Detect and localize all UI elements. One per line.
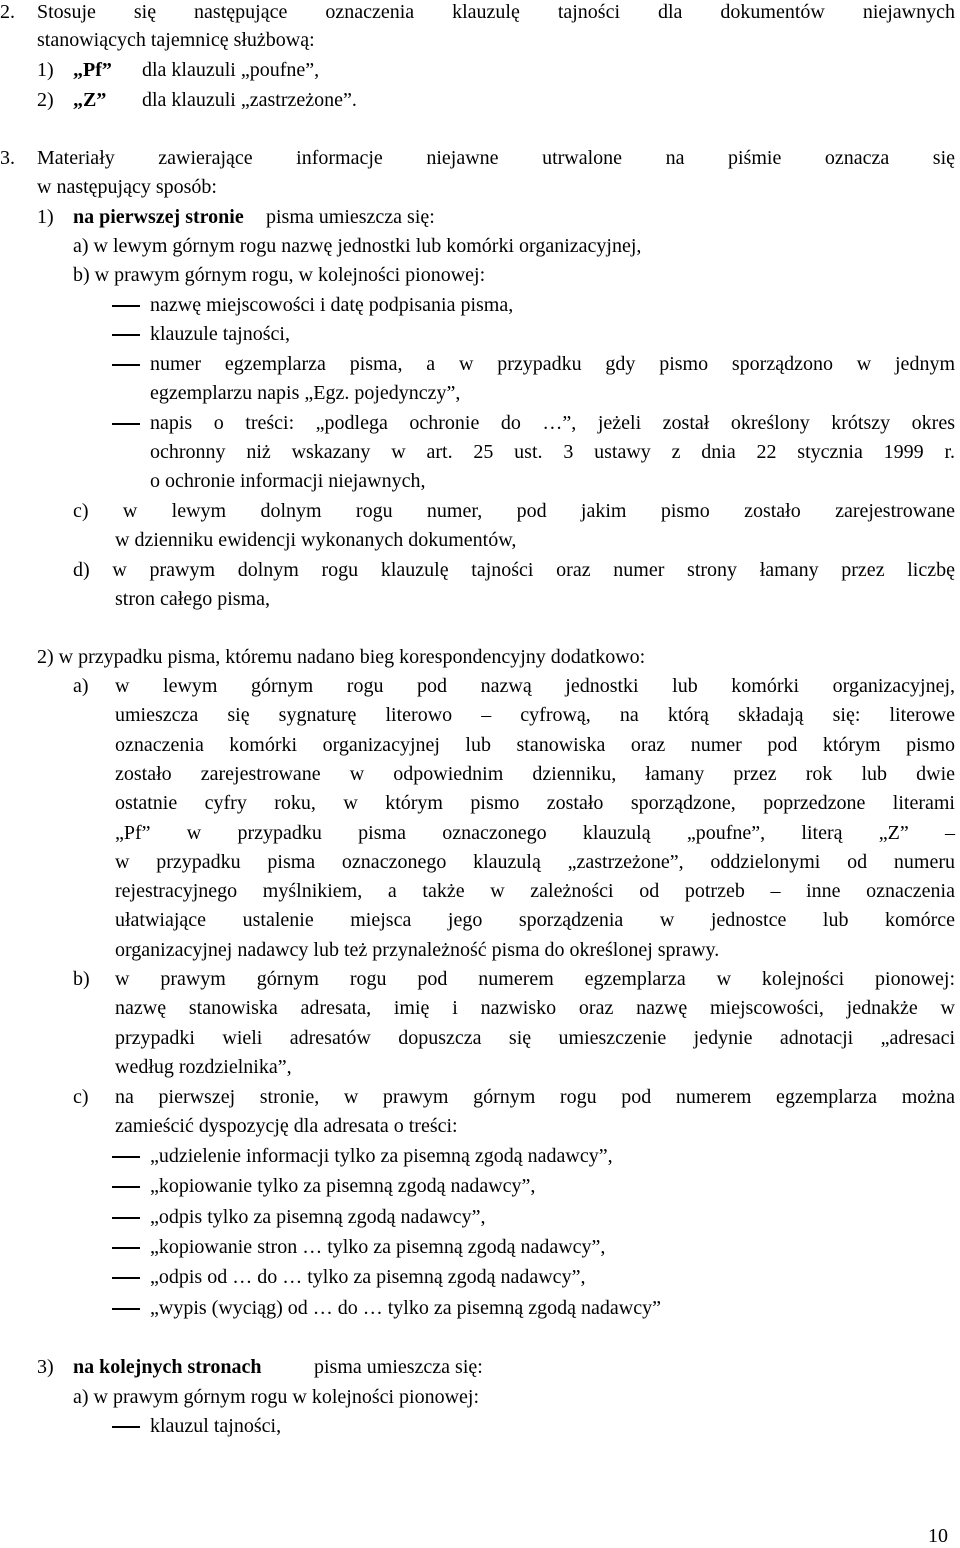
dash-item: „kopiowanie tylko za pisemną zgodą nadawcy”, [150,1175,536,1198]
paragraph-line: w przypadku pisma oznaczonego klauzulą „zastrzeżone”, oddzielonymi od numeru [115,850,955,873]
point-3-rest: pisma umieszcza się: [314,1356,483,1378]
item-pf-code: „Pf” [73,59,112,81]
paragraph-line: w prawym górnym rogu pod numerem egzemplarza w kolejności pionowej: [115,968,955,990]
section-2-line-2: stanowiących tajemnicę służbową: [37,29,315,51]
section-3-line-1: Materiały zawierające informacje niejawne utrwalone na piśmie oznacza się [37,147,955,169]
dash-item: „odpis tylko za pisemną zgodą nadawcy”, [150,1205,486,1228]
paragraph-line: według rozdzielnika”, [115,1055,292,1078]
paragraph-line: ułatwiające ustalenie miejsca jego sporządzenia w jednostce lub komórce [115,909,955,932]
point-1-c-line-2: w dzienniku ewidencji wykonanych dokumentów, [115,529,517,551]
dash-marker [112,305,140,307]
paragraph-line: na pierwszej stronie, w prawym górnym rogu pod numerem egzemplarza można [115,1086,955,1108]
dash-item-4-line-1: napis o treści: „podlega ochronie do …”, jeżeli został określony krótszy okres [150,412,955,434]
dash-item: „udzielenie informacji tylko za pisemną zgodą nadawcy”, [150,1145,613,1167]
paragraph-line: ostatnie cyfry roku, w którym pismo zostało sporządzone, poprzedzone literami [115,792,955,815]
point-1-a: a) w lewym górnym rogu nazwę jednostki lub komórki organizacyjnej, [73,235,642,257]
dash-marker [112,364,140,366]
point-1-b: b) w prawym górnym rogu, w kolejności pionowej: [73,264,486,286]
point-1-rest: pisma umieszcza się: [266,206,435,228]
point-2-b-label: b) [73,968,90,990]
dash-marker [112,1308,140,1310]
dash-item: „wypis (wyciąg) od … do … tylko za pisemną zgodą nadawcy” [150,1296,661,1319]
item-pf-text: dla klauzuli „poufne”, [142,59,320,81]
dash-marker [112,334,140,336]
dash-item-4-line-3: o ochronie informacji niejawnych, [150,470,426,492]
paragraph-line: w lewym górnym rogu pod nazwą jednostki lub komórki organizacyjnej, [115,675,955,697]
point-3-a: a) w prawym górnym rogu w kolejności pionowej: [73,1386,480,1408]
dash-item-3-line-2: egzemplarzu napis „Egz. pojedynczy”, [150,382,461,404]
dash-marker [112,1426,140,1428]
point-3-bold: na kolejnych stronach [73,1356,262,1378]
point-1-c-line-1: c) w lewym dolnym rogu numer, pod jakim pismo zostało zarejestrowane [73,500,955,522]
dash-item: „kopiowanie stron … tylko za pisemną zgodą nadawcy”, [150,1235,606,1258]
point-1-d-line-2: stron całego pisma, [115,588,270,610]
dash-marker [112,1156,140,1158]
section-2-line-1 [37,0,955,24]
paragraph-line: rejestracyjnego myślnikiem, a także w zależności od potrzeb – inne oznaczenia [115,880,955,903]
point-2-c-label: c) [73,1086,89,1108]
item-z-text: dla klauzuli „zastrzeżone”. [142,89,357,111]
point-1-d-line-1: d) w prawym dolnym rogu klauzulę tajności oraz numer strony łamany przez liczbę [73,559,955,581]
paragraph-line: zostało zarejestrowane w odpowiednim dzienniku, łamany przez rok lub dwie [115,762,955,785]
point-1-number: 1) [37,206,54,228]
item-pf-number: 1) [37,59,54,81]
dash-item-1: nazwę miejscowości i datę podpisania pisma, [150,294,514,316]
dash-item-4-line-2: ochronny niż wskazany w art. 25 ust. 3 ustawy z dnia 22 stycznia 1999 r. [150,441,955,463]
point-3-dash-item-1: klauzul tajności, [150,1415,282,1437]
page-number: 10 [928,1525,948,1547]
section-3-number: 3. [0,147,15,169]
point-2-line: 2) w przypadku pisma, któremu nadano bieg korespondencyjny dodatkowo: [37,646,646,668]
dash-marker [112,1186,140,1188]
paragraph-line: umieszcza się sygnaturę literowo – cyfrową, na którą składają się: literowe [115,704,955,727]
dash-marker [112,1277,140,1279]
paragraph-line: organizacyjnej nadawcy lub też przynależność pisma do określonej sprawy. [115,938,720,961]
item-z-code: „Z” [73,89,107,111]
point-2-a-label: a) [73,675,89,697]
dash-marker [112,423,140,425]
paragraph-line: nazwę stanowiska adresata, imię i nazwisko oraz nazwę miejscowości, jednakże w [115,997,955,1020]
paragraph-line: przypadki wieli adresatów dopuszcza się umieszczenie jedynie adnotacji „adresaci [115,1026,955,1049]
dash-item: „odpis od … do … tylko za pisemną zgodą nadawcy”, [150,1266,586,1289]
dash-marker [112,1247,140,1249]
dash-item-3-line-1: numer egzemplarza pisma, a w przypadku gdy pismo sporządzono w jednym [150,353,955,375]
paragraph-line: oznaczenia komórki organizacyjnej lub stanowiska oraz numer pod którym pismo [115,733,955,756]
point-3-number: 3) [37,1356,54,1378]
paragraph-line: zamieścić dyspozycję dla adresata o treści: [115,1115,458,1138]
paragraph-line: „Pf” w przypadku pisma oznaczonego klauzulą „poufne”, literą „Z” – [115,821,955,844]
section-2-number: 2. [0,1,15,23]
item-z-number: 2) [37,89,54,111]
dash-marker [112,1217,140,1219]
section-3-line-2: w następujący sposób: [37,176,217,198]
point-1-bold: na pierwszej stronie [73,206,244,228]
dash-item-2: klauzule tajności, [150,323,290,345]
text: Stosuje się następujące oznaczenia klauzulę tajności dla dokumentów niejawnych [37,1,955,23]
